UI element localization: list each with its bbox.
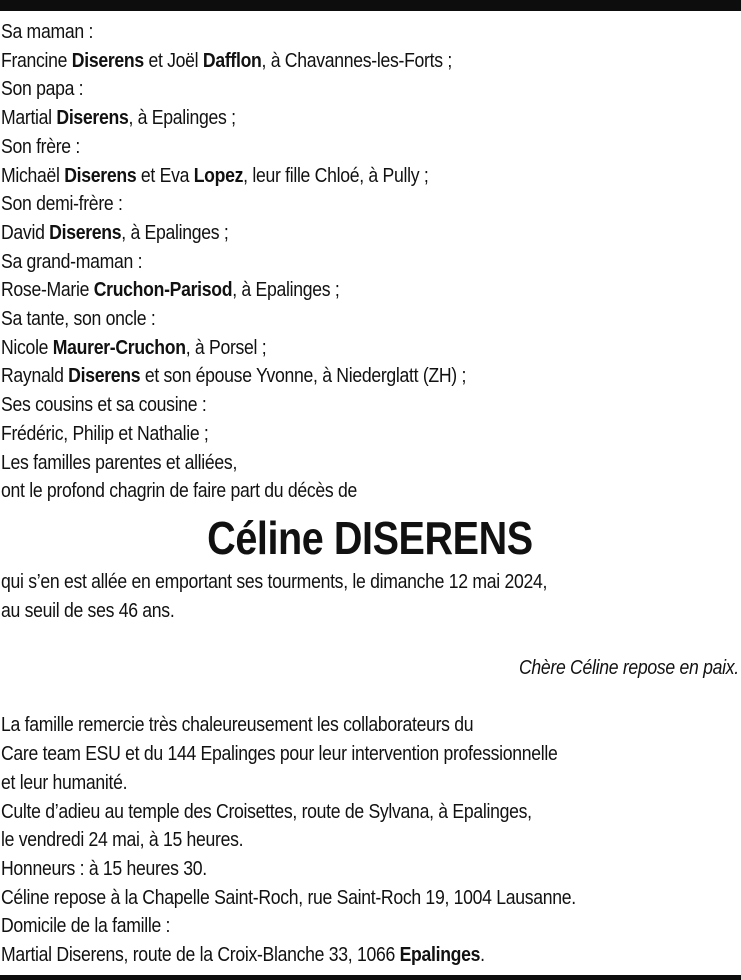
family-line — [1, 219, 739, 248]
line-text: La famille remercie très chaleureusement les collaborateurs du — [1, 713, 474, 737]
family-line — [1, 162, 739, 191]
family-line — [1, 47, 739, 76]
ceremony-details — [1, 711, 739, 969]
line-text: et son épouse Yvonne, à Niederglatt (ZH) ; — [140, 364, 467, 388]
line-text: Sa tante, son oncle : — [1, 307, 156, 331]
line-text: et Joël — [143, 48, 203, 72]
line-text: Martial Diserens, route de la Croix-Blanche 33, 1066 — [1, 943, 400, 967]
surname-text: Diserens — [49, 220, 122, 244]
line-text: Francine — [1, 48, 72, 72]
passing-line-2: au seuil de ses 46 ans. — [1, 598, 175, 622]
farewell-message: Chère Céline repose en paix. — [518, 656, 739, 680]
spacer — [1, 683, 739, 712]
detail-line — [1, 798, 739, 827]
line-text: Culte d’adieu au temple des Croisettes, route de Sylvana, à Epalinges, — [1, 799, 532, 823]
line-text: Sa maman : — [1, 20, 94, 43]
family-line — [1, 391, 739, 420]
line-text: Raynald — [1, 364, 69, 388]
line-text: Céline repose à la Chapelle Saint-Roch, rue Saint-Roch 19, 1004 Lausanne. — [1, 885, 576, 909]
spacer — [1, 625, 739, 654]
surname-text: Diserens — [71, 48, 144, 72]
top-border-rule — [0, 0, 741, 11]
line-text: Les familles parentes et alliées, — [1, 450, 238, 474]
surname-text: Dafflon — [202, 48, 262, 72]
obituary-notice — [1, 18, 739, 970]
family-line — [1, 276, 739, 305]
family-line — [1, 362, 739, 391]
family-line — [1, 190, 739, 219]
detail-line — [1, 941, 739, 970]
detail-line — [1, 884, 739, 913]
surname-text: Epalinges — [399, 943, 481, 967]
surname-text: Maurer-Cruchon — [52, 335, 186, 359]
surname-text: Diserens — [56, 106, 129, 130]
passing-line-1: qui s’en est allée en emportant ses tourments, le dimanche 12 mai 2024, — [1, 569, 548, 593]
detail-line — [1, 711, 739, 740]
family-line — [1, 104, 739, 133]
line-text: Sa grand-maman : — [1, 249, 143, 273]
deceased-name: Céline DISERENS — [207, 511, 533, 564]
detail-line — [1, 826, 739, 855]
family-line — [1, 75, 739, 104]
family-line — [1, 133, 739, 162]
detail-line — [1, 912, 739, 941]
line-text: , leur fille Chloé, à Pully ; — [243, 163, 429, 187]
line-text: . — [480, 943, 485, 967]
detail-line — [1, 740, 739, 769]
family-line — [1, 334, 739, 363]
line-text: , à Chavannes-les-Forts ; — [261, 48, 452, 72]
line-text: Son demi-frère : — [1, 192, 123, 216]
family-line — [1, 305, 739, 334]
line-text: Rose-Marie — [1, 278, 94, 302]
line-text: et leur humanité. — [1, 770, 128, 794]
family-line — [1, 18, 739, 47]
line-text: Honneurs : à 15 heures 30. — [1, 856, 207, 880]
detail-line — [1, 855, 739, 884]
surname-text: Cruchon-Parisod — [93, 278, 233, 302]
family-line — [1, 420, 739, 449]
line-text: , à Epalinges ; — [128, 106, 236, 130]
detail-line — [1, 769, 739, 798]
line-text: le vendredi 24 mai, à 15 heures. — [1, 828, 244, 852]
family-line — [1, 248, 739, 277]
family-list — [1, 18, 739, 506]
surname-text: Diserens — [64, 163, 137, 187]
line-text: , à Epalinges ; — [232, 278, 340, 302]
line-text: ont le profond chagrin de faire part du décès de — [1, 479, 358, 503]
family-line — [1, 477, 739, 506]
line-text: Care team ESU et du 144 Epalinges pour leur intervention professionnelle — [1, 742, 558, 766]
family-line — [1, 449, 739, 478]
bottom-border-rule — [0, 975, 741, 980]
surname-text: Lopez — [193, 163, 244, 187]
line-text: , à Porsel ; — [185, 335, 267, 359]
line-text: Son frère : — [1, 134, 81, 158]
line-text: Martial — [1, 106, 57, 130]
line-text: , à Epalinges ; — [121, 220, 229, 244]
surname-text: Diserens — [68, 364, 141, 388]
line-text: Son papa : — [1, 77, 84, 101]
line-text: Nicole — [1, 335, 53, 359]
line-text: Frédéric, Philip et Nathalie ; — [1, 421, 209, 445]
line-text: et Eva — [136, 163, 194, 187]
line-text: Michaël — [1, 163, 65, 187]
line-text: Domicile de la famille : — [1, 914, 171, 938]
line-text: David — [1, 220, 50, 244]
line-text: Ses cousins et sa cousine : — [1, 393, 207, 417]
